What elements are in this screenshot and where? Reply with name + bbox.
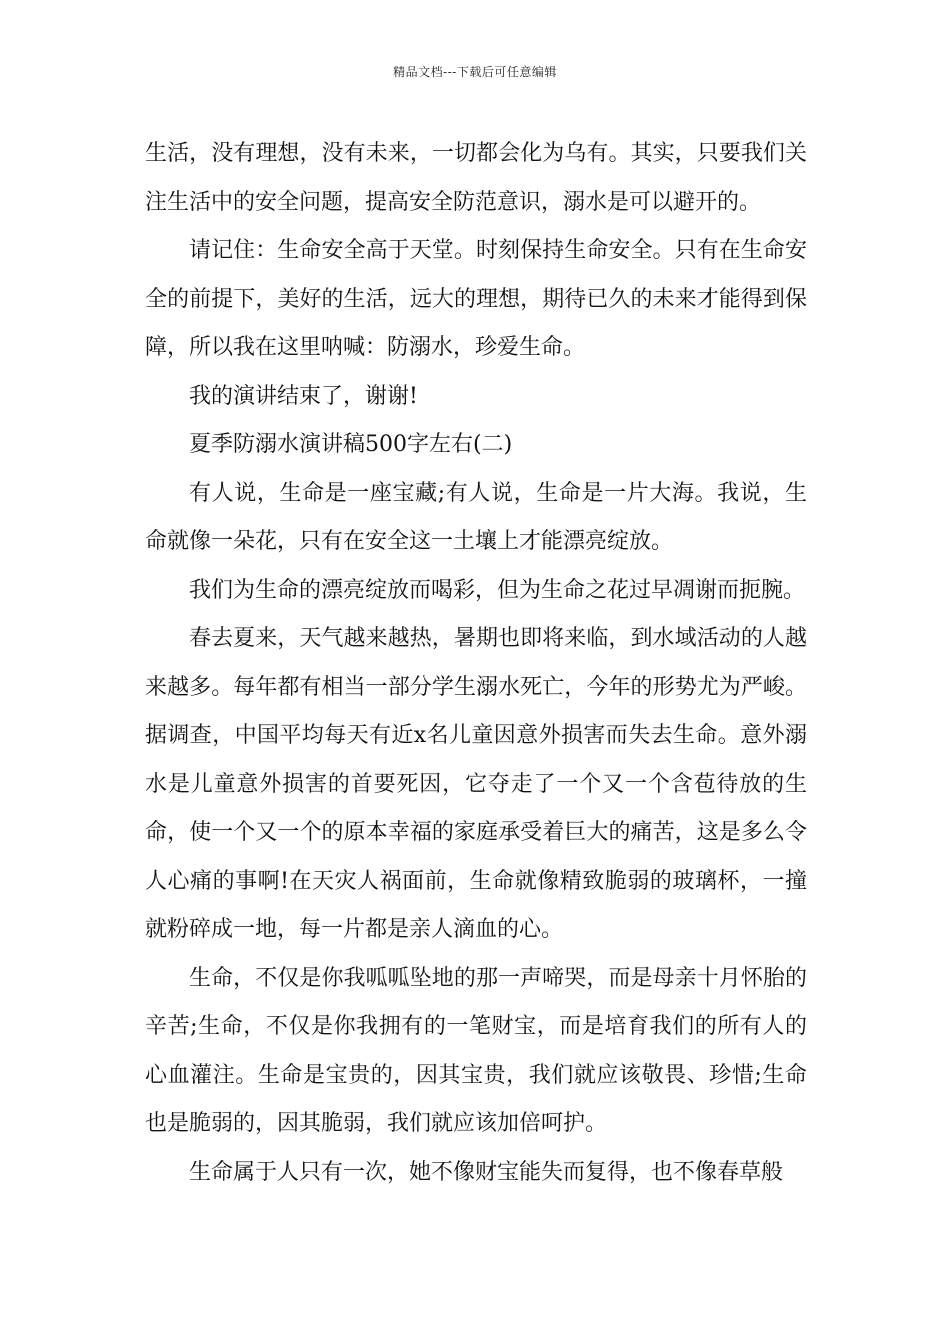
page-header: 精品文档---下载后可任意编辑 [393,65,557,79]
section-heading: 夏季防溺水演讲稿500字左右(二) [189,432,513,457]
paragraph-3: 我的演讲结束了，谢谢! [189,383,418,409]
paragraph-2: 请记住：生命安全高于天堂。时刻保持生命安全。只有在生命安全的前提下，美好的生活，远大的理想，期待已久的未来才能得到保障，所以我在这里呐喊：防溺水，珍爱生命。 [145,238,807,360]
paragraph-1: 生活，没有理想，没有未来，一切都会化为乌有。其实，只要我们关注生活中的安全问题，提高安全防范意识，溺水是可以避开的。 [145,141,807,215]
paragraph-6: 我们为生命的漂亮绽放而喝彩，但为生命之花过早凋谢而扼腕。 [189,577,806,603]
paragraph-8: 生命，不仅是你我呱呱坠地的那一声啼哭，而是母亲十月怀胎的辛苦;生命，不仅是你我拥有的一笔财宝，而是培育我们的所有人的心血灌注。生命是宝贵的，因其宝贵，我们就应该敬畏、珍惜;生命也是脆弱的，因其脆弱，我们就应该加倍呵护。 [145,965,807,1136]
document-body [145,130,807,1197]
paragraph-7: 春去夏来，天气越来越热，暑期也即将来临，到水域活动的人越来越多。每年都有相当一部分学生溺水死亡，今年的形势尤为严峻。据调查，中国平均每天有近x名儿童因意外损害而失去生命。意外溺水是儿童意外损害的首要死因，它夺走了一个又一个含苞待放的生命，使一个又一个的原本幸福的家庭承受着巨大的痛苦，这是多么令人心痛的事啊!在天灾人祸面前，生命就像精致脆弱的玻璃杯，一撞就粉碎成一地，每一片都是亲人滴血的心。 [145,626,807,942]
paragraph-5: 有人说，生命是一座宝藏;有人说，生命是一片大海。我说，生命就像一朵花，只有在安全这一土壤上才能漂亮绽放。 [145,480,807,554]
paragraph-9: 生命属于人只有一次，她不像财宝能失而复得，也不像春草般 [189,1159,784,1185]
